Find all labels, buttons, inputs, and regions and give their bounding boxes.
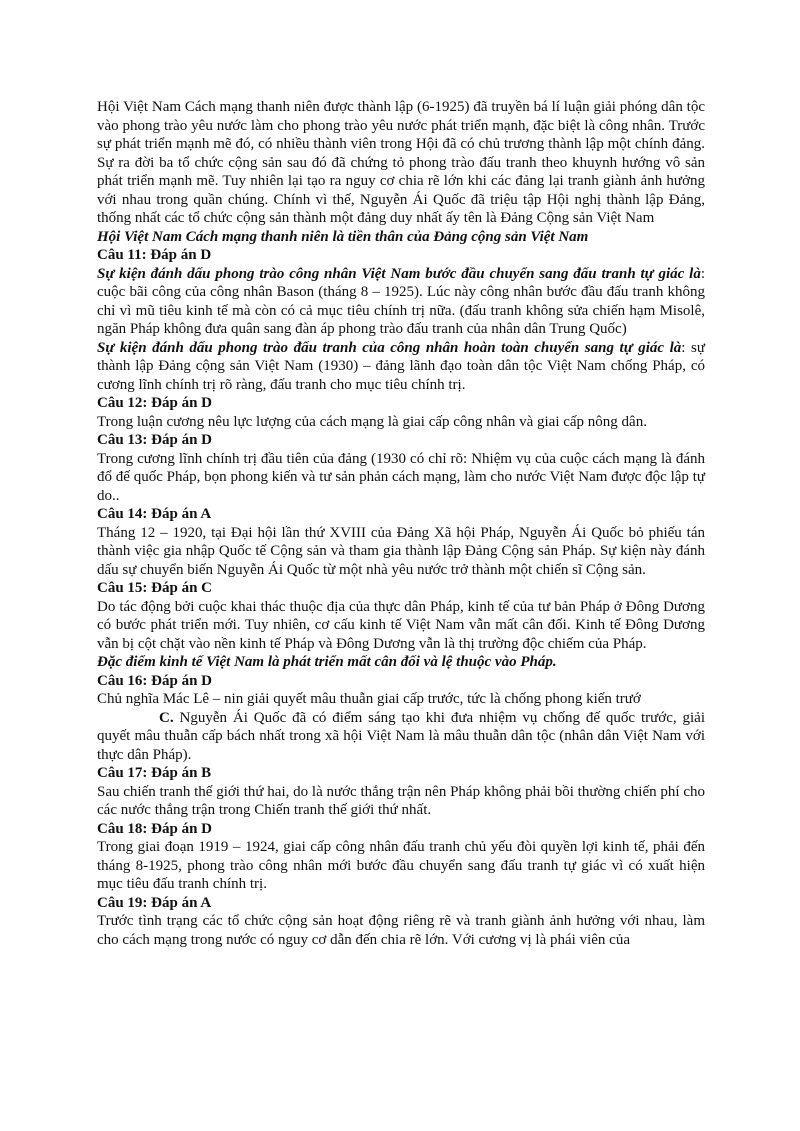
- question-11-text-2: : sự thành lập Đảng cộng sản Việt Nam (1930) – đảng lãnh đạo toàn dân tộc Việt Nam chống Pháp, có cương lĩnh chính trị rõ ràng, đấu tranh cho mục tiêu chính trị.: [97, 339, 705, 393]
- question-12-paragraph: Trong luận cương nêu lực lượng của cách mạng là giai cấp công nhân và giai cấp nông dân.: [97, 413, 647, 430]
- question-13-heading: Câu 13: Đáp án D: [97, 432, 213, 448]
- question-15-heading: Câu 15: Đáp án C: [97, 580, 213, 596]
- question-19-paragraph: Trước tình trạng các tổ chức cộng sản hoạt động riêng rẽ và tranh giành ảnh hưởng với nhau, làm cho cách mạng trong nước có nguy cơ dẫn đến chia rẽ lớn. Với cương vị là phái viên của: [97, 913, 705, 948]
- question-15-conclusion: Đặc điểm kinh tế Việt Nam là phát triển mất cân đối và lệ thuộc vào Pháp.: [97, 654, 557, 670]
- question-16-lead: C.: [159, 709, 174, 726]
- question-16-heading: Câu 16: Đáp án D: [97, 672, 213, 689]
- question-13-paragraph: Trong cương lĩnh chính trị đầu tiên của đảng (1930 có chỉ rõ: Nhiệm vụ của cuộc cách mạng là đánh đổ đế quốc Pháp, bọn phong kiến và tư sản phản cách mạng, làm cho nước Việt Nam được độc lập tự do..: [97, 450, 705, 504]
- question-17-heading: Câu 17: Đáp án B: [97, 765, 212, 781]
- question-11-lead-2: Sự kiện đánh dấu phong trào đấu tranh của công nhân hoàn toàn chuyển sang tự giác là: [97, 339, 682, 356]
- question-11-heading: Câu 11: Đáp án D: [97, 247, 212, 263]
- question-16-text-2: Nguyễn Ái Quốc đã có điểm sáng tạo khi đưa nhiệm vụ chống đế quốc trước, giải quyết mâu thuẫn cấp bách nhất trong xã hội Việt Nam là mâu thuẫn dân tộc (nhân dân Việt Nam với thực dân Pháp).: [97, 709, 705, 763]
- question-11-paragraph-2: [97, 339, 705, 395]
- question-18-paragraph: Trong giai đoạn 1919 – 1924, giai cấp công nhân đấu tranh chủ yếu đòi quyền lợi kinh tế, phải đến tháng 8-1925, phong trào công nhân mới bước đầu chuyển sang đấu tranh tự giác vì có xuất hiện mục tiêu đấu tranh chính trị.: [97, 839, 705, 892]
- question-15-paragraph: Do tác động bởi cuộc khai thác thuộc địa của thực dân Pháp, kinh tế của tư bản Pháp ở Đông Dương có bước phát triển mới. Tuy nhiên, cơ cấu kinh tế Việt Nam vẫn mất cân đối. Kinh tế Đông Dương vẫn bị cột chặt vào nền kinh tế Pháp và Đông Dương vẫn là thị trường độc chiếm của Pháp.: [97, 598, 705, 652]
- document-page: [97, 98, 705, 949]
- question-11-lead-1: Sự kiện đánh dấu phong trào công nhân Việt Nam bước đầu chuyển sang đấu tranh tự giác là: [97, 265, 701, 282]
- intro-conclusion: Hội Việt Nam Cách mạng thanh niên là tiền thân của Đảng cộng sản Việt Nam: [97, 228, 589, 245]
- question-11-text-1: : cuộc bãi công của công nhân Bason (tháng 8 – 1925). Lúc này công nhân bước đầu đấu tranh không chỉ vì mũ tiêu kinh tế mà còn có cả mục tiêu chính trị nữa. (đấu tranh không sửa chiến hạm Misolê, ngăn Pháp không đưa quân sang đàn áp phong trào đấu tranh của nhân dân Trung Quốc): [97, 265, 705, 337]
- question-16-paragraph-2: [97, 709, 705, 765]
- question-11-paragraph-1: [97, 265, 705, 339]
- question-14-paragraph: Tháng 12 – 1920, tại Đại hội lần thứ XVIII của Đảng Xã hội Pháp, Nguyễn Ái Quốc bỏ phiếu tán thành việc gia nhập Quốc tế Cộng sản và tham gia thành lập Đảng Cộng sản Pháp. Sự kiện này đánh dấu sự chuyển biến Nguyễn Ái Quốc từ một nhà yêu nước trở thành một chiến sĩ Cộng sản.: [97, 524, 705, 578]
- question-19-heading: Câu 19: Đáp án A: [97, 894, 212, 911]
- question-16-paragraph-1: Chủ nghĩa Mác Lê – nin giải quyết mâu thuẫn giai cấp trước, tức là chống phong kiến trướ: [97, 691, 641, 707]
- intro-paragraph: Hội Việt Nam Cách mạng thanh niên được thành lập (6-1925) đã truyền bá lí luận giải phóng dân tộc vào phong trào yêu nước làm cho phong trào yêu nước phát triển mạnh, đặc biệt là công nhân. Trước sự phát triển mạnh mẽ đó, có nhiều thành viên trong Hội đã có chủ trương thành lập một chính đảng. Sự ra đời ba tổ chức cộng sản sau đó đã chứng tỏ phong trào đấu tranh theo khuynh hướng vô sản phát triển mạnh mẽ. Tuy nhiên lại tạo ra nguy cơ chia rẽ lớn khi các đảng lại tranh giành ảnh hưởng với nhau trong quần chúng. Chính vì thế, Nguyễn Ái Quốc đã triệu tập Hội nghị thành lập Đảng, thống nhất các tổ chức cộng sản thành một đảng duy nhất ấy tên là Đảng Cộng sản Việt Nam: [97, 99, 705, 226]
- question-18-heading: Câu 18: Đáp án D: [97, 820, 213, 837]
- question-17-paragraph: Sau chiến tranh thế giới thứ hai, do là nước thắng trận nên Pháp không phải bồi thường chiến phí cho các nước thắng trận trong Chiến tranh thế giới thứ nhất.: [97, 783, 705, 818]
- question-12-heading: Câu 12: Đáp án D: [97, 395, 213, 411]
- question-14-heading: Câu 14: Đáp án A: [97, 506, 212, 522]
